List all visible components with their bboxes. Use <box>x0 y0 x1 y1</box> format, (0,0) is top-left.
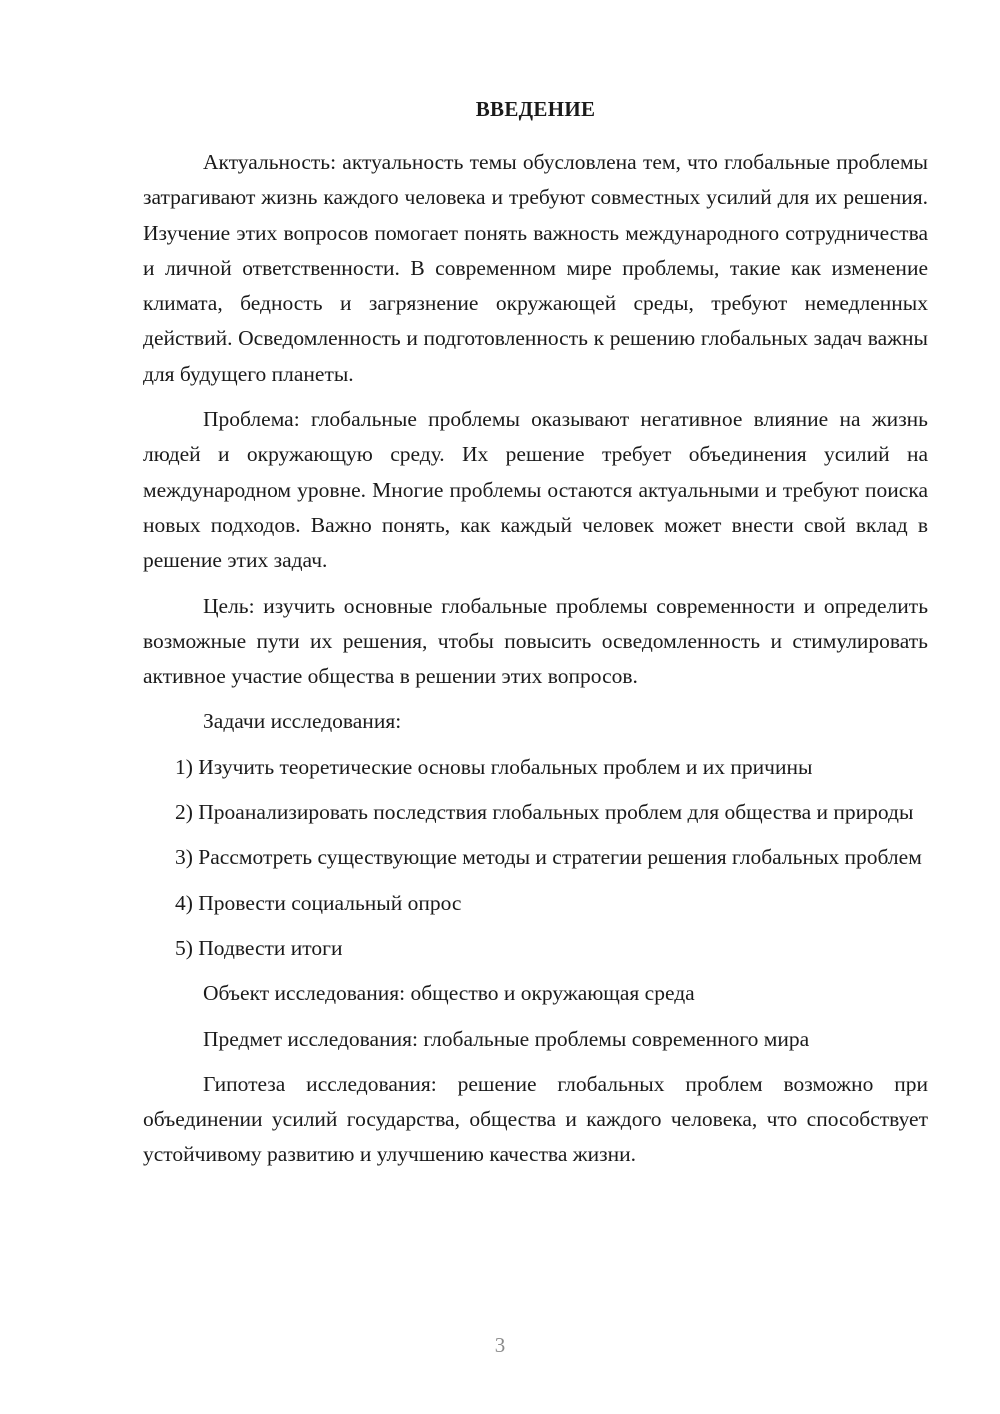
problem-paragraph: Проблема: глобальные проблемы оказывают негативное влияние на жизнь людей и окружающую среду. Их решение требует объединения усилий на международном уровне. Многие проблемы остаются актуальными и требуют поиска новых подходов. Важно понять, как каждый человек может внести свой вклад в решение этих задач. <box>143 407 928 573</box>
task-item: 4) Провести социальный опрос <box>175 890 462 915</box>
goal-paragraph: Цель: изучить основные глобальные проблемы современности и определить возможные пути их решения, чтобы повысить осведомленность и стимулировать активное участие общества в решении этих вопросов. <box>143 593 928 689</box>
tasks-heading: Задачи исследования: <box>203 709 402 734</box>
task-item: 5) Подвести итоги <box>175 935 343 960</box>
page-number: 3 <box>494 1333 506 1357</box>
task-item: 3) Рассмотреть существующие методы и стратегии решения глобальных проблем <box>175 845 922 870</box>
task-item: 1) Изучить теоретические основы глобальных проблем и их причины <box>175 754 813 779</box>
research-object: Объект исследования: общество и окружающая среда <box>203 981 695 1006</box>
task-item: 2) Проанализировать последствия глобальных проблем для общества и природы <box>175 800 914 825</box>
document-page <box>143 92 928 1183</box>
research-subject: Предмет исследования: глобальные проблемы современного мира <box>203 1026 810 1051</box>
research-hypothesis: Гипотеза исследования: решение глобальных проблем возможно при объединении усилий государства, общества и каждого человека, что способствует устойчивому развитию и улучшению качества жизни. <box>143 1071 928 1167</box>
page-title: ВВЕДЕНИЕ <box>475 97 596 121</box>
tasks-list <box>143 750 928 966</box>
relevance-paragraph: Актуальность: актуальность темы обусловлена тем, что глобальные проблемы затрагивают жизнь каждого человека и требуют совместных усилий для их решения. Изучение этих вопросов помогает понять важность международного сотрудничества и личной ответственности. В современном мире проблемы, такие как изменение климата, бедность и загрязнение окружающей среды, требуют немедленных действий. Осведомленность и подготовленность к решению глобальных задач важны для будущего планеты. <box>143 150 928 386</box>
